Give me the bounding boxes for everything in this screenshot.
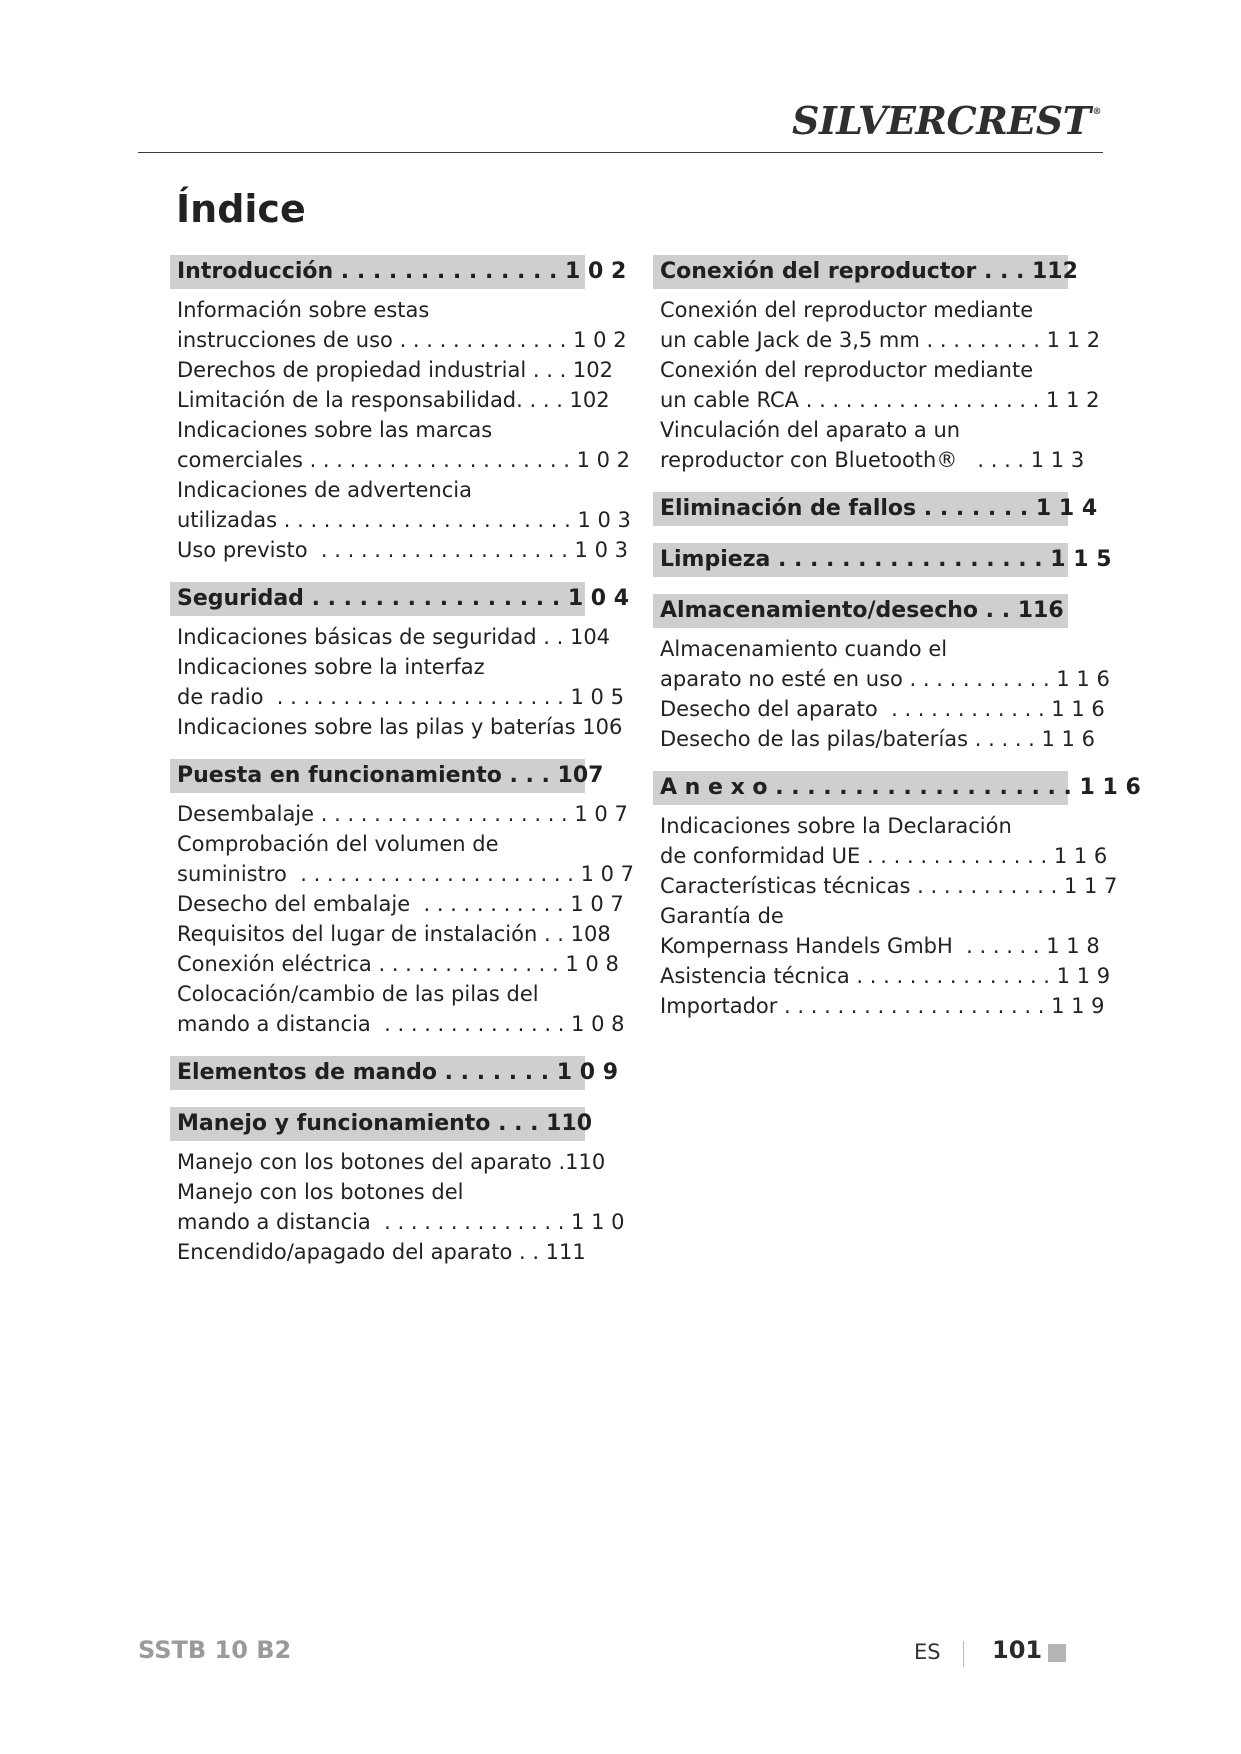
toc-section-heading[interactable]: Limpieza . . . . . . . . . . . . . . . . . 1 1 5 bbox=[653, 543, 1068, 577]
toc-entry[interactable]: Encendido/apagado del aparato . . 111 bbox=[177, 1240, 586, 1264]
footer-language: ES bbox=[914, 1640, 941, 1664]
toc-section bbox=[653, 594, 1110, 754]
toc-section bbox=[653, 543, 1112, 577]
footer-square-mark bbox=[1048, 1644, 1066, 1662]
toc-entry[interactable]: mando a distancia . . . . . . . . . . . . . . 1 0 8 bbox=[177, 1012, 625, 1036]
toc-entry[interactable]: Uso previsto . . . . . . . . . . . . . . . . . . . 1 0 3 bbox=[177, 538, 628, 562]
toc-section-heading[interactable]: A n e x o . . . . . . . . . . . . . . . . . . . 1 1 6 bbox=[653, 771, 1068, 805]
brand-logo bbox=[792, 98, 1101, 143]
toc-entry[interactable]: Indicaciones sobre la interfaz bbox=[177, 655, 485, 679]
toc-entry[interactable]: Limitación de la responsabilidad. . . . 102 bbox=[177, 388, 610, 412]
toc-entry[interactable]: Características técnicas . . . . . . . . . . . 1 1 7 bbox=[660, 874, 1118, 898]
toc-entry[interactable]: de conformidad UE . . . . . . . . . . . . . . 1 1 6 bbox=[660, 844, 1108, 868]
toc-section bbox=[170, 759, 635, 1039]
toc-entry[interactable]: Desecho de las pilas/baterías . . . . . 1 1 6 bbox=[660, 727, 1095, 751]
brand-registered-mark: ® bbox=[1092, 107, 1101, 117]
toc-entry[interactable]: reproductor con Bluetooth® . . . . 1 1 3 bbox=[660, 448, 1085, 472]
toc-section-heading[interactable]: Eliminación de fallos . . . . . . . 1 1 4 bbox=[653, 492, 1068, 526]
toc-section-heading[interactable]: Seguridad . . . . . . . . . . . . . . . . 1 0 4 bbox=[170, 582, 585, 616]
toc-section bbox=[170, 255, 631, 565]
toc-section bbox=[653, 771, 1141, 1021]
toc-section-heading[interactable]: Conexión del reproductor . . . 112 bbox=[653, 255, 1068, 289]
toc-entry[interactable]: Indicaciones sobre las marcas bbox=[177, 418, 493, 442]
page-title: Índice bbox=[176, 187, 306, 231]
toc-section-heading[interactable]: Puesta en funcionamiento . . . 107 bbox=[170, 759, 585, 793]
toc-entry[interactable]: Conexión del reproductor mediante bbox=[660, 298, 1034, 322]
toc-entry[interactable]: Derechos de propiedad industrial . . . 102 bbox=[177, 358, 614, 382]
brand-name: SILVERCREST bbox=[792, 98, 1091, 143]
toc-section-heading[interactable]: Manejo y funcionamiento . . . 110 bbox=[170, 1107, 585, 1141]
toc-entry[interactable]: un cable RCA . . . . . . . . . . . . . . . . . . 1 1 2 bbox=[660, 388, 1100, 412]
toc-section-heading[interactable]: Introducción . . . . . . . . . . . . . . 1 0 2 bbox=[170, 255, 585, 289]
footer-model: SSTB 10 B2 bbox=[138, 1636, 292, 1664]
toc-entry[interactable]: mando a distancia . . . . . . . . . . . . . . 1 1 0 bbox=[177, 1210, 625, 1234]
toc-entry[interactable]: un cable Jack de 3,5 mm . . . . . . . . . 1 1 2 bbox=[660, 328, 1101, 352]
toc-entry[interactable]: Colocación/cambio de las pilas del bbox=[177, 982, 539, 1006]
toc-entry[interactable]: Vinculación del aparato a un bbox=[660, 418, 961, 442]
toc-section bbox=[170, 1107, 625, 1267]
toc-entry[interactable]: Garantía de bbox=[660, 904, 784, 928]
toc-entry[interactable]: Comprobación del volumen de bbox=[177, 832, 499, 856]
toc-section bbox=[653, 255, 1101, 475]
toc-entry[interactable]: Desecho del embalaje . . . . . . . . . . . 1 0 7 bbox=[177, 892, 624, 916]
toc-entry[interactable]: Importador . . . . . . . . . . . . . . . . . . . . 1 1 9 bbox=[660, 994, 1105, 1018]
toc-entry[interactable]: Conexión del reproductor mediante bbox=[660, 358, 1034, 382]
toc-section-heading[interactable]: Elementos de mando . . . . . . . 1 0 9 bbox=[170, 1056, 585, 1090]
toc-entry[interactable]: suministro . . . . . . . . . . . . . . . . . . . . . 1 0 7 bbox=[177, 862, 635, 886]
toc-entry[interactable]: Manejo con los botones del bbox=[177, 1180, 464, 1204]
toc-entry[interactable]: Kompernass Handels GmbH . . . . . . 1 1 8 bbox=[660, 934, 1100, 958]
toc-entry[interactable]: Asistencia técnica . . . . . . . . . . . . . . . 1 1 9 bbox=[660, 964, 1111, 988]
toc-entry[interactable]: Desecho del aparato . . . . . . . . . . . . 1 1 6 bbox=[660, 697, 1105, 721]
toc-section-heading[interactable]: Almacenamiento/desecho . . 116 bbox=[653, 594, 1068, 628]
toc-section bbox=[170, 582, 630, 742]
toc-entry[interactable]: Desembalaje . . . . . . . . . . . . . . . . . . . 1 0 7 bbox=[177, 802, 628, 826]
toc-entry[interactable]: de radio . . . . . . . . . . . . . . . . . . . . . . 1 0 5 bbox=[177, 685, 624, 709]
toc-entry[interactable]: Requisitos del lugar de instalación . . 108 bbox=[177, 922, 611, 946]
toc-section bbox=[653, 492, 1098, 526]
toc-entry[interactable]: Indicaciones básicas de seguridad . . 104 bbox=[177, 625, 611, 649]
toc-entry[interactable]: Almacenamiento cuando el bbox=[660, 637, 948, 661]
toc-right-column bbox=[653, 255, 1141, 1038]
toc-entry[interactable]: aparato no esté en uso . . . . . . . . . . . 1 1 6 bbox=[660, 667, 1110, 691]
toc-entry[interactable]: Indicaciones de advertencia bbox=[177, 478, 472, 502]
toc-section bbox=[170, 1056, 619, 1090]
toc-entry[interactable]: Manejo con los botones del aparato .110 bbox=[177, 1150, 606, 1174]
toc-entry[interactable]: Indicaciones sobre la Declaración bbox=[660, 814, 1012, 838]
footer-separator bbox=[963, 1641, 964, 1667]
toc-entry[interactable]: utilizadas . . . . . . . . . . . . . . . . . . . . . . 1 0 3 bbox=[177, 508, 631, 532]
footer-page-number: 101 bbox=[992, 1636, 1043, 1664]
header-divider bbox=[138, 152, 1103, 153]
toc-entry[interactable]: Conexión eléctrica . . . . . . . . . . . . . . 1 0 8 bbox=[177, 952, 619, 976]
toc-left-column bbox=[170, 255, 635, 1284]
toc-entry[interactable]: Información sobre estas bbox=[177, 298, 430, 322]
toc-entry[interactable]: instrucciones de uso . . . . . . . . . . . . . 1 0 2 bbox=[177, 328, 627, 352]
toc-entry[interactable]: comerciales . . . . . . . . . . . . . . . . . . . . 1 0 2 bbox=[177, 448, 631, 472]
toc-entry[interactable]: Indicaciones sobre las pilas y baterías 106 bbox=[177, 715, 623, 739]
